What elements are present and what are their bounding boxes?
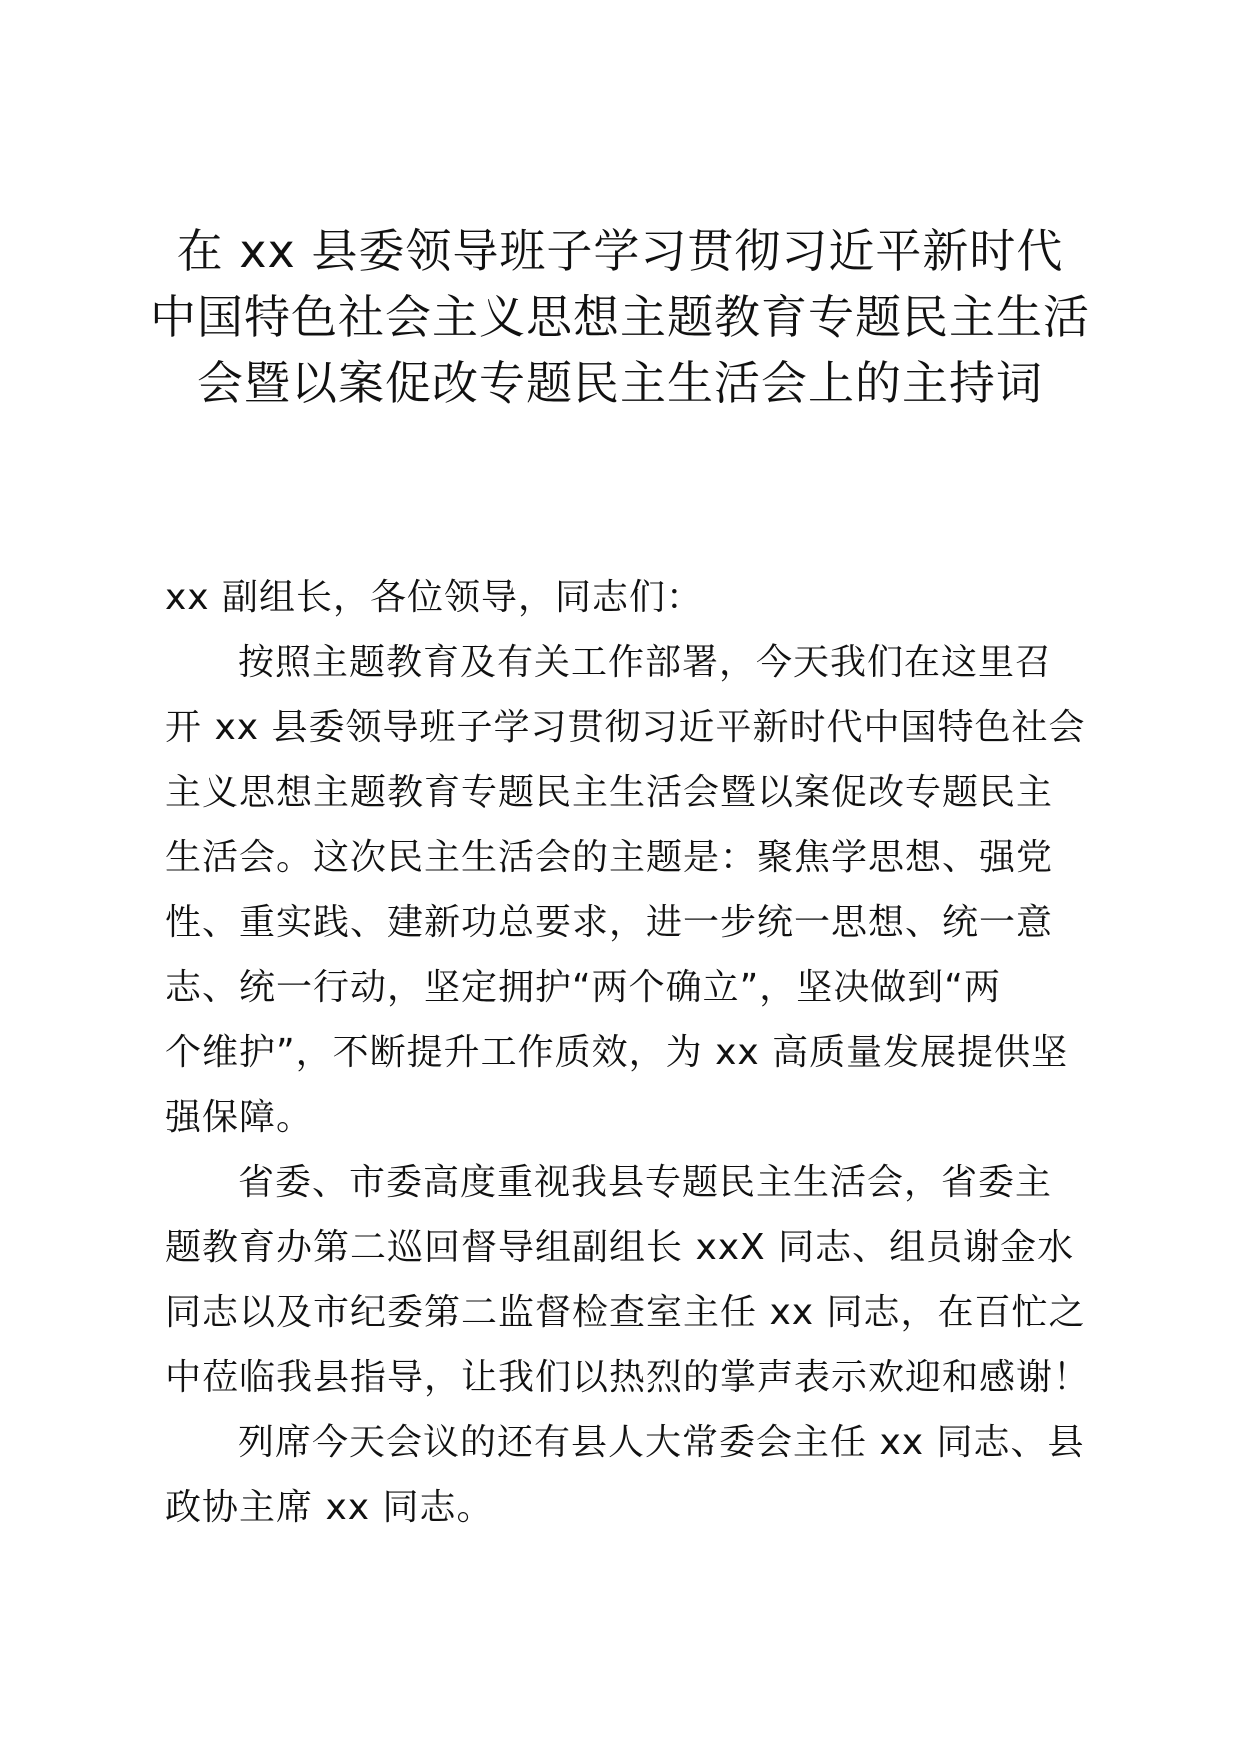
- title-line-3: 会暨以案促改专题民主生活会上的主持词: [197, 356, 1043, 410]
- paragraph-2-line-1: 省委、市委高度重视我县专题民主生活会，省委主: [238, 1162, 1053, 1203]
- paragraph-2-line-2: 题教育办第二巡回督导组副组长 xxX 同志、组员谢金水: [165, 1227, 1075, 1268]
- paragraph-2-line-3: 同志以及市纪委第二监督检查室主任 xx 同志，在百忙之: [165, 1292, 1086, 1333]
- document-body: [165, 565, 1091, 1540]
- salutation: xx 副组长，各位领导，同志们：: [165, 577, 704, 618]
- paragraph-2-line-4: 中莅临我县指导，让我们以热烈的掌声表示欢迎和感谢！: [165, 1357, 1091, 1398]
- paragraph-1-line-8: 强保障。: [165, 1097, 314, 1138]
- paragraph-1-line-2: 开 xx 县委领导班子学习贯彻习近平新时代中国特色社会: [165, 707, 1086, 748]
- document-title: [150, 218, 1090, 416]
- paragraph-1-line-5: 性、重实践、建新功总要求，进一步统一思想、统一意: [165, 902, 1054, 943]
- paragraph-1-line-4: 生活会。这次民主生活会的主题是：聚焦学思想、强党: [165, 837, 1054, 878]
- paragraph-3-line-2: 政协主席 xx 同志。: [165, 1487, 494, 1528]
- paragraph-1-line-1: 按照主题教育及有关工作部署，今天我们在这里召: [238, 642, 1053, 683]
- title-line-2: 中国特色社会主义思想主题教育专题民主生活: [150, 290, 1090, 344]
- paragraph-3-line-1: 列席今天会议的还有县人大常委会主任 xx 同志、县: [238, 1422, 1085, 1463]
- paragraph-1-line-6: 志、统一行动，坚定拥护“两个确立”，坚决做到“两: [165, 967, 1001, 1008]
- paragraph-1-line-3: 主义思想主题教育专题民主生活会暨以案促改专题民主: [165, 772, 1054, 813]
- title-line-1: 在 xx 县委领导班子学习贯彻习近平新时代: [176, 224, 1064, 278]
- paragraph-1-line-7: 个维护”，不断提升工作质效，为 xx 高质量发展提供坚: [165, 1032, 1069, 1073]
